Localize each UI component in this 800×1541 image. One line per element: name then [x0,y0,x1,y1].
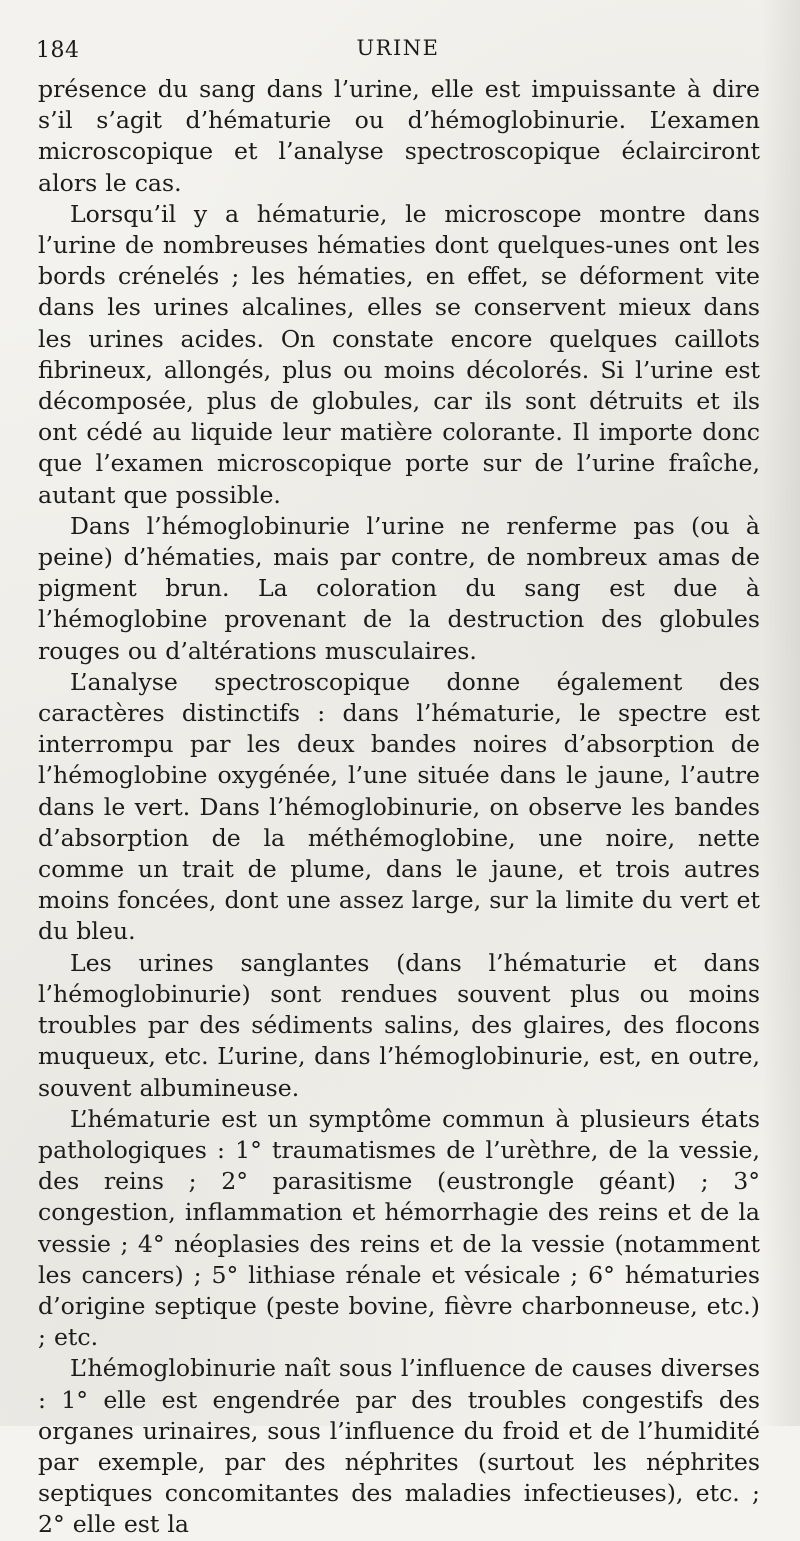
chapter-title: URINE [356,36,440,60]
paragraph-spectroscopy: L’analyse spectroscopique donne également des caractères distinctifs : dans l’hématurie, le spectre est interrompu par les deux bandes noires d’absorption de l’hémoglobine oxygénée, l’une située dans le jaune, l’autre dans le vert. Dans l’hémoglobinurie, on observe les bandes d’absorption de la méthémoglobine, une noire, nette comme un trait de plume, dans le jaune, et trois autres moins foncées, dont une assez large, sur la limite du vert et du bleu. [38,667,760,946]
paragraph-continuation: présence du sang dans l’urine, elle est impuissante à dire s’il s’agit d’hématurie ou d’hémoglobinurie. L’examen microscopique et l’analyse spectroscopique éclairciront alors le cas. [38,75,760,197]
paragraph-hemoglobinuria-causes: L’hémoglobinurie naît sous l’influence de causes diverses : 1° elle est engendrée par des troubles congestifs des organes urinaires, sous l’influence du froid et de l’humidité par exemple, par des néphrites (surtout les néphrites septiques concomitantes des maladies infectieuses), etc. ; 2° elle est la [38,1354,760,1539]
body-text [38,74,760,1541]
page-edge-shadow [762,0,800,1426]
running-header [36,34,760,64]
paragraph-hemoglobinuria: Dans l’hémoglobinurie l’urine ne renferme pas (ou à peine) d’hématies, mais par contre, de nombreux amas de pigment brun. La coloration du sang est due à l’hémoglobine provenant de la destruction des globules rouges ou d’altérations musculaires. [38,511,760,665]
page-number: 184 [36,38,80,63]
paragraph-hematuria-microscope: Lorsqu’il y a hématurie, le microscope montre dans l’urine de nombreuses hématies dont quelques-unes ont les bords crénelés ; les hématies, en effet, se déforment vite dans les urines alcalines, elles se conservent mieux dans les urines acides. On constate encore quelques caillots fibrineux, allongés, plus ou moins décolorés. Si l’urine est décomposée, plus de globules, car ils sont détruits et ils ont cédé au liquide leur matière colorante. Il importe donc que l’examen microscopique porte sur de l’urine fraîche, autant que possible. [38,199,760,509]
paragraph-bloody-urine: Les urines sanglantes (dans l’hématurie et dans l’hémoglobinurie) sont rendues souvent plus ou moins troubles par des sédiments salins, des glaires, des flocons muqueux, etc. L’urine, dans l’hémoglobinurie, est, en outre, souvent albumineuse. [38,948,760,1102]
paragraph-hematuria-causes: L’hématurie est un symptôme commun à plusieurs états pathologiques : 1° traumatismes de l’urèthre, de la vessie, des reins ; 2° parasitisme (eustrongle géant) ; 3° congestion, inflammation et hémorrhagie des reins et de la vessie ; 4° néoplasies des reins et de la vessie (notamment les cancers) ; 5° lithiase rénale et vésicale ; 6° hématuries d’origine septique (peste bovine, fièvre charbonneuse, etc.) ; etc. [38,1104,760,1352]
